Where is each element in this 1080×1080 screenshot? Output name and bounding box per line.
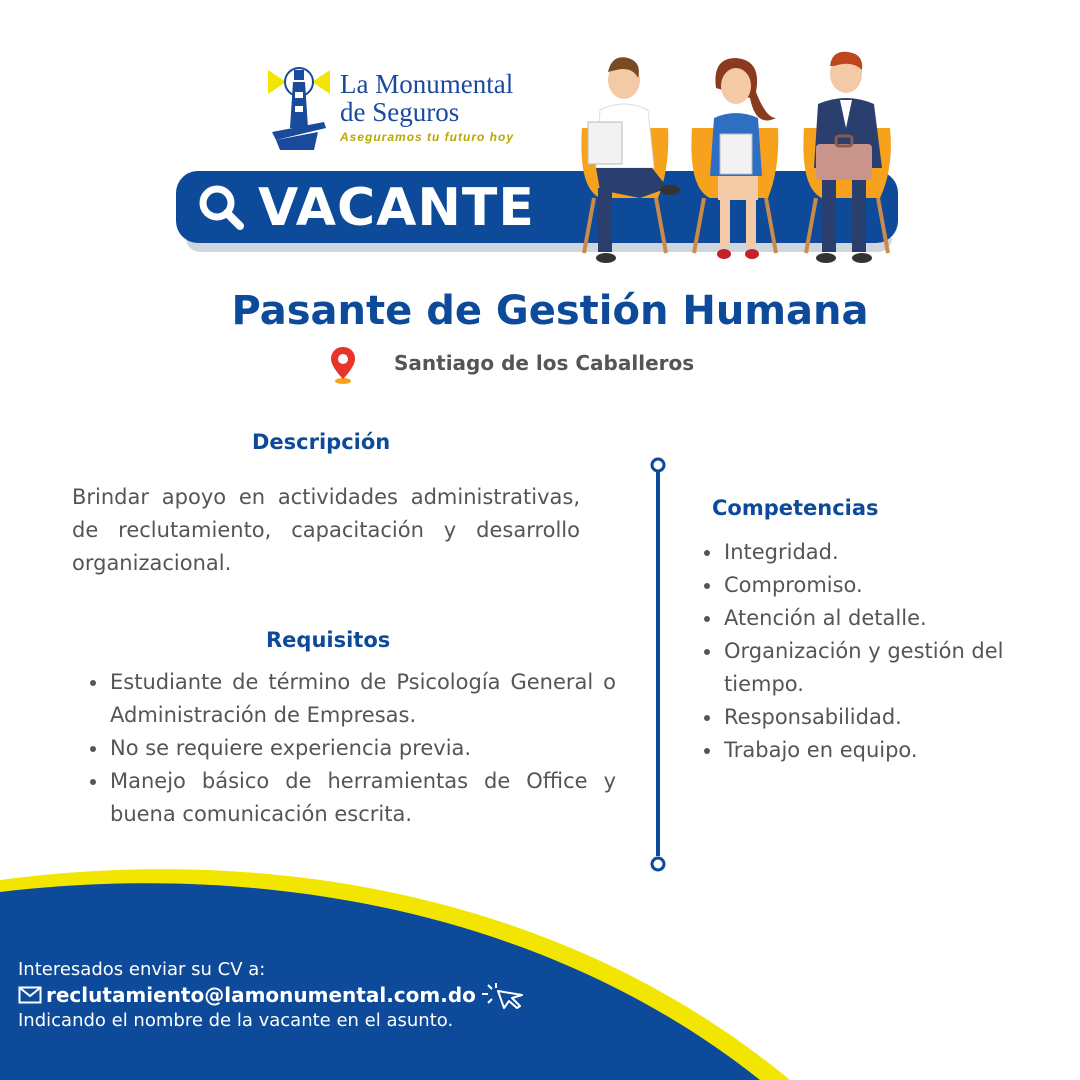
lighthouse-logo-icon [266,62,332,154]
map-pin-icon [330,345,356,385]
requirements-list [88,666,616,831]
competency-item: Responsabilidad. [702,701,1032,734]
requirement-item: No se requiere experiencia previa. [88,732,616,765]
job-title: Pasante de Gestión Humana [231,288,869,334]
requirements-heading: Requisitos [266,628,391,652]
description-heading: Descripción [252,430,391,454]
contact-section [18,958,524,1032]
company-name-line1: La Monumental [340,69,514,99]
timeline-divider [649,456,669,876]
competency-item: Organización y gestión del tiempo. [702,635,1032,701]
job-location: Santiago de los Caballeros [394,351,695,375]
company-name-line2: de Seguros [340,97,460,127]
contact-email-row [18,981,524,1009]
competency-item: Integridad. [702,536,1032,569]
company-slogan: Aseguramos tu futuro hoy [340,130,515,144]
contact-email-link[interactable]: reclutamiento@lamonumental.com.do [46,983,476,1007]
banner-label: VACANTE [258,178,535,238]
description-text: Brindar apoyo en actividades administrativas, de reclutamiento, capacitación y desarrollo organizacional. [72,485,580,575]
person-man-with-briefcase [814,52,882,263]
competencies-list [702,536,1032,767]
competencies-heading: Competencias [712,496,879,520]
contact-intro: Interesados enviar su CV a: [18,959,266,980]
competency-item: Trabajo en equipo. [702,734,1032,767]
envelope-icon [18,986,42,1004]
cursor-click-icon [480,981,524,1009]
competency-item: Atención al detalle. [702,602,1032,635]
company-logo [266,62,546,154]
competency-item: Compromiso. [702,569,1032,602]
requirement-item: Manejo básico de herramientas de Office y buena comunicación escrita. [88,765,616,831]
requirement-item: Estudiante de término de Psicología General o Administración de Empresas. [88,666,616,732]
candidates-illustration [570,48,910,278]
contact-note: Indicando el nombre de la vacante en el asunto. [18,1010,454,1031]
search-icon [196,182,246,232]
company-name [340,70,513,126]
